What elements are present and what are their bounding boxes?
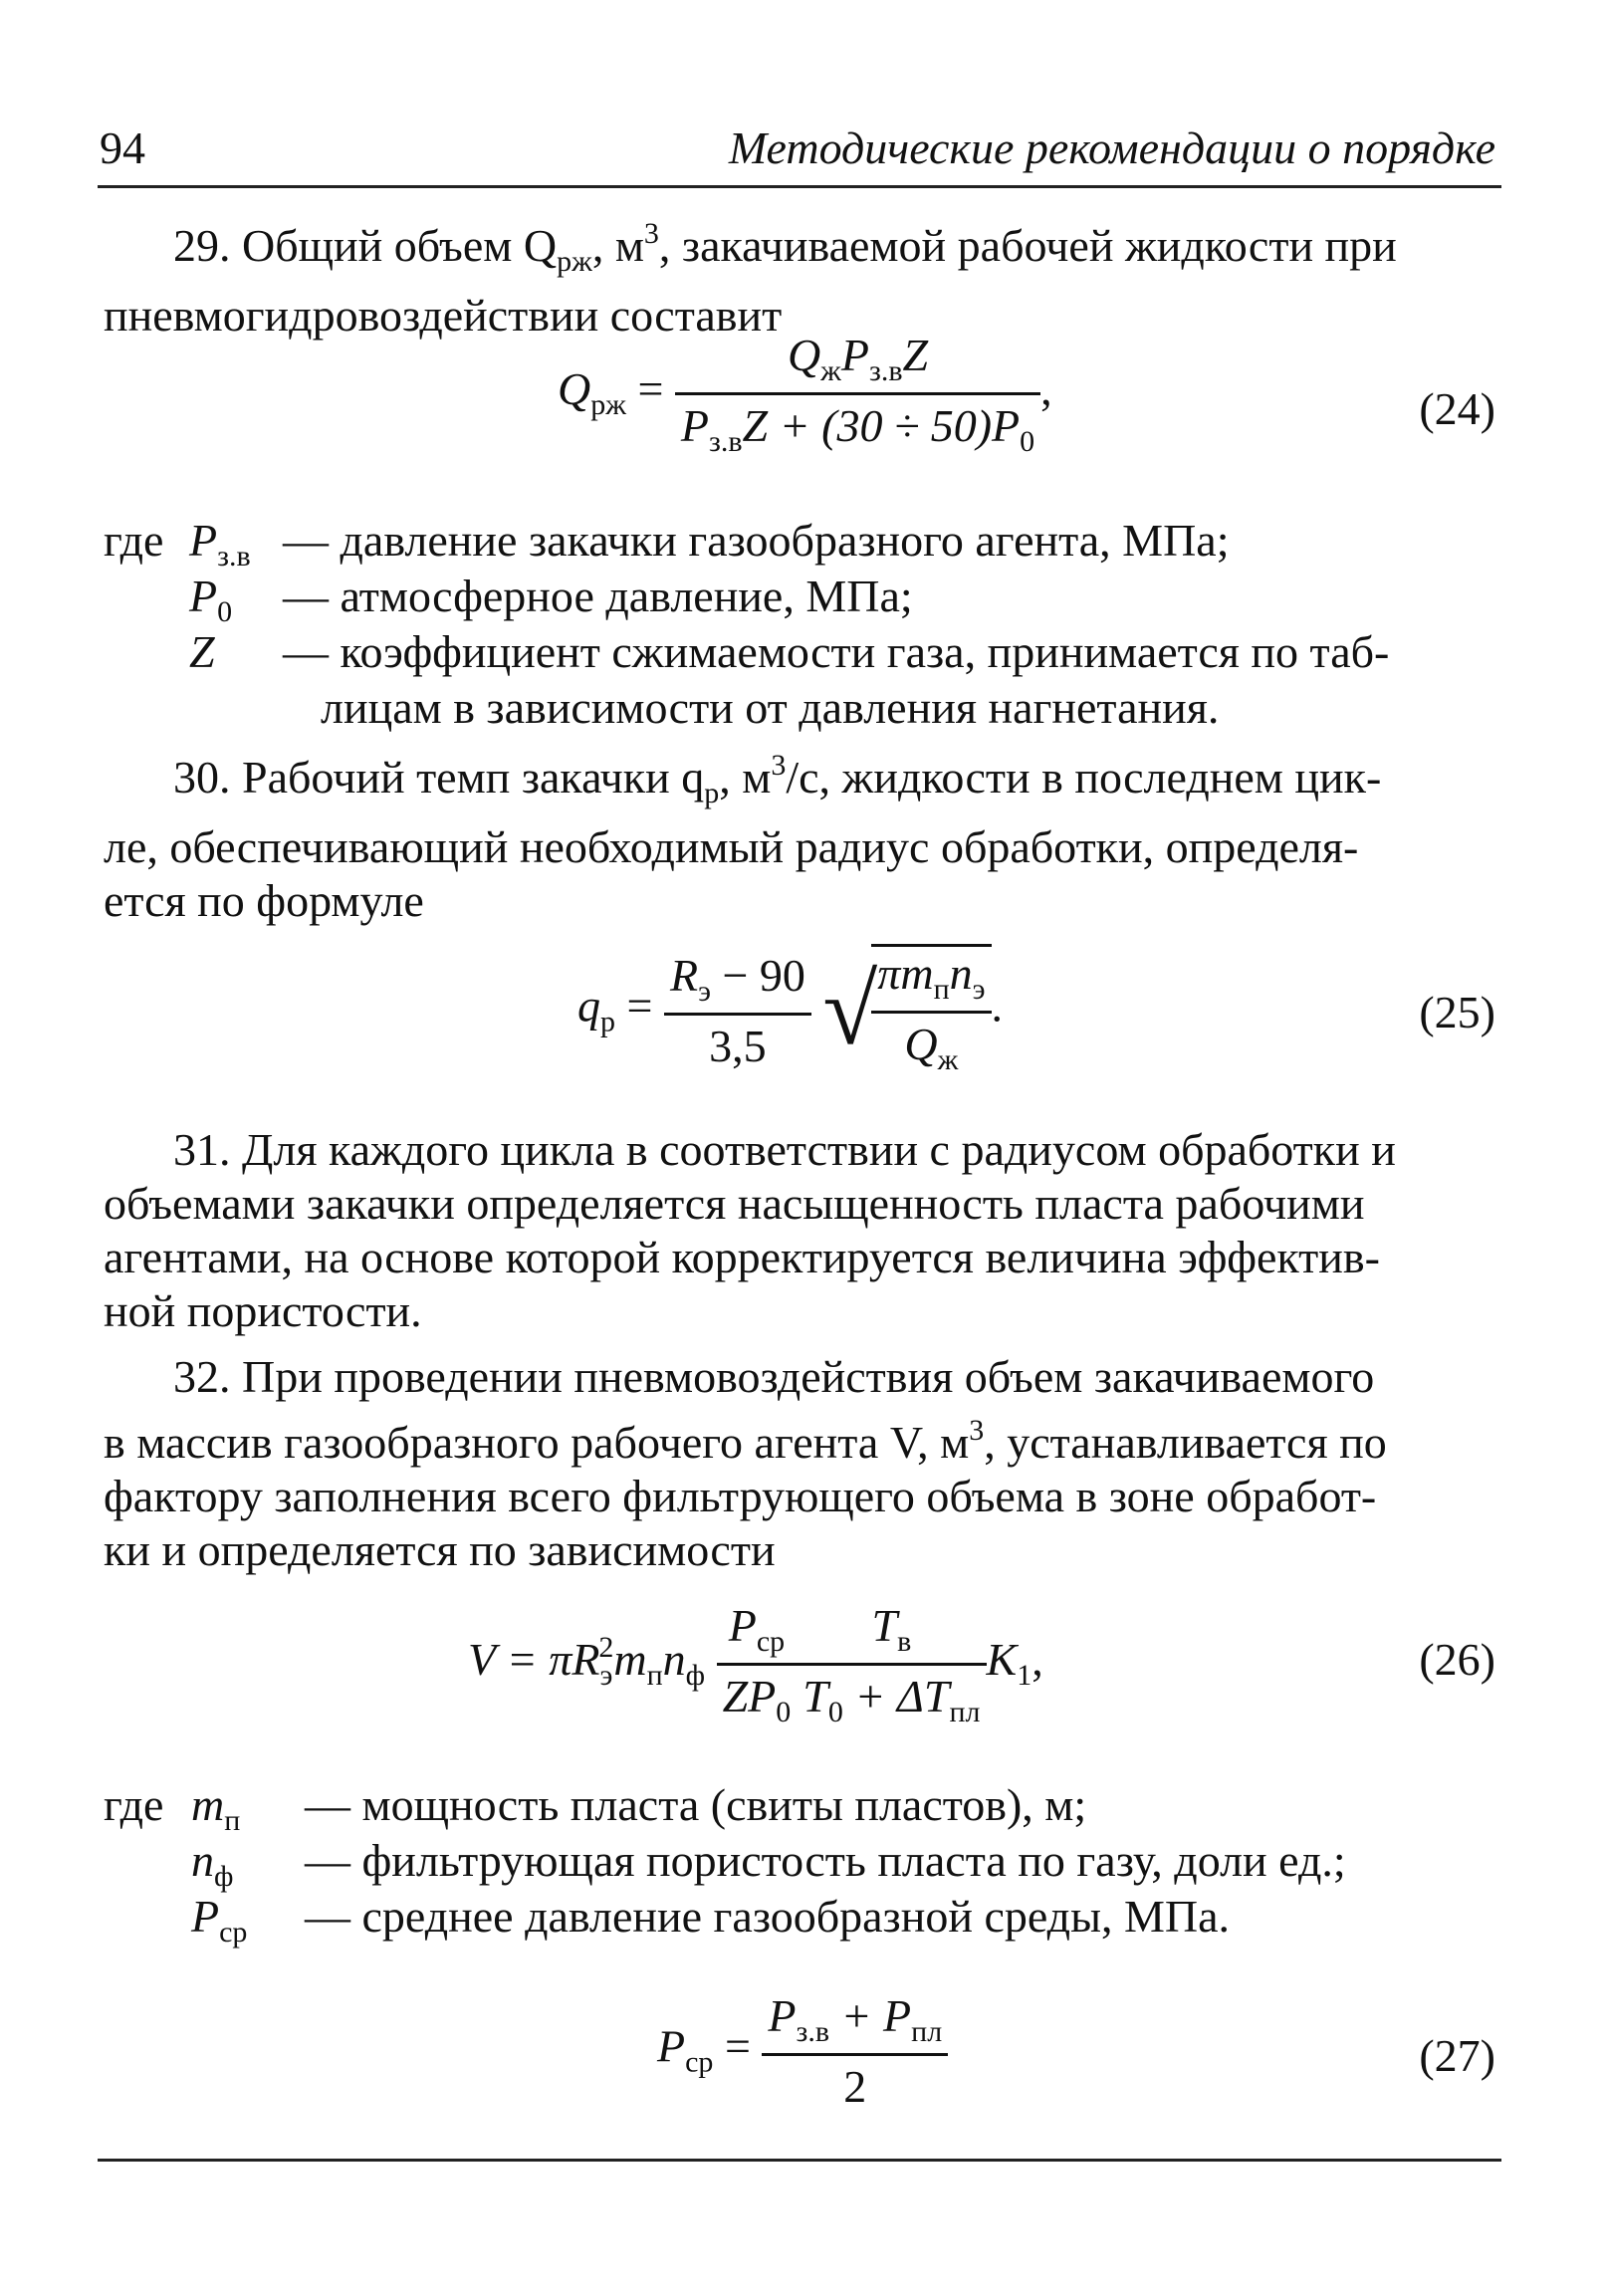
p29-sup: 3 (643, 217, 659, 250)
eq25-rad-sub1: п (933, 973, 950, 1006)
eq25-fraction (664, 949, 811, 1072)
eq26-f2-delta: + ΔT (842, 1671, 950, 1722)
defs1-text-1: — атмосферное давление, МПа; (283, 571, 913, 621)
p32-text-b: , устанавливается по (984, 1417, 1387, 1468)
eq24-comma: , (1040, 363, 1052, 415)
paragraph-31-line-2: объемами закачки определяется насыщенность пласта рабочими (104, 1178, 1365, 1229)
eq26-f1-zp: ZP (722, 1671, 777, 1722)
eq27-lhs: P (657, 2020, 686, 2072)
eq26-f2-t: T (871, 1600, 898, 1651)
eq26-m-sub: п (646, 1659, 663, 1693)
defs1-text-0: — давление закачки газообразного агента, МПа; (283, 515, 1230, 566)
eq25-denominator: 3,5 (709, 1021, 767, 1071)
eq26-f1-denominator (717, 1666, 798, 1729)
paragraph-29 (104, 207, 1499, 343)
paragraph-29-line-2: пневмогидровоздействии составит (104, 290, 783, 341)
defs2-sub-2: ср (219, 1916, 248, 1949)
eq26-f1-zp-sub: 0 (776, 1696, 792, 1728)
paragraph-31-line-1: 31. Для каждого цикла в соответствии с радиусом обработки и (173, 1124, 1396, 1175)
p29-text-a: 29. Общий объем Q (173, 220, 558, 271)
paragraph-32-line-3: фактору заполнения всего фильтрующего объема в зоне обработ- (104, 1471, 1377, 1521)
eq26-f1-p: P (728, 1600, 757, 1651)
p30-text-b: , м (719, 752, 772, 803)
eq24-den-sub: з.в (709, 425, 743, 458)
eq24-denominator (675, 395, 1040, 459)
equation-27-number: (27) (1419, 2030, 1495, 2081)
defs2-text-0: — мощность пласта (свиты пластов), м; (305, 1779, 1087, 1830)
paragraph-32-line-4: ки и определяется по зависимости (104, 1524, 776, 1575)
paragraph-30-line-1 (104, 739, 1499, 820)
eq26-m: m (613, 1634, 647, 1686)
equation-27 (657, 1989, 948, 2113)
eq25-rad-denominator (871, 1014, 991, 1077)
defs2-where: где (104, 1779, 164, 1830)
eq24-num-p: P (840, 330, 870, 380)
eq24-numerator (675, 329, 1040, 395)
defs2-sym-0: m (191, 1779, 225, 1830)
eq24-lhs: Q (558, 363, 591, 415)
paragraph-29-line-1 (104, 207, 1499, 289)
eq25-lhs-sub: р (600, 1005, 615, 1038)
eq26-f2-denominator (797, 1666, 986, 1729)
defs1-sym-0: P (189, 515, 218, 566)
eq26-k: K (986, 1634, 1018, 1686)
eq26-f2-t0-sub: 0 (827, 1696, 843, 1728)
eq24-num-z: Z (902, 330, 929, 380)
p32-sup: 3 (969, 1414, 985, 1447)
p29-sub: рж (557, 245, 592, 278)
eq27-num-sub1: з.в (796, 2015, 830, 2048)
p29-text-c: , закачиваемой рабочей жидкости при (658, 220, 1397, 271)
eq25-rad-sub2: э (972, 973, 986, 1006)
eq26-f1-numerator (717, 1599, 798, 1666)
eq27-equals: = (724, 2020, 751, 2072)
eq24-den-p: P (680, 400, 710, 451)
paragraph-30-line-2: ле, обеспечивающий необходимый радиус обработки, определя- (104, 821, 1359, 872)
defs1-text-2: — коэффициент сжимаемости газа, принимается по таб- (283, 626, 1390, 677)
eq27-denominator: 2 (843, 2061, 867, 2112)
paragraph-30-line-3: ется по формуле (104, 875, 424, 926)
eq24-lhs-sub: рж (590, 388, 626, 422)
eq27-num-p1: P (768, 1990, 797, 2041)
header-rule (98, 185, 1501, 188)
eq25-rad-numerator (871, 947, 991, 1014)
eq25-rad-pm: πm (877, 948, 934, 999)
paragraph-32 (104, 1350, 1499, 1577)
defs1-sub-1: 0 (217, 595, 233, 628)
p30-sub: р (704, 777, 720, 809)
eq25-num-r: R (669, 950, 699, 1001)
defs1-sym-1: P (189, 571, 218, 621)
eq25-equals: = (626, 980, 653, 1032)
eq26-f1-p-sub: ср (756, 1625, 786, 1658)
radical-sign: √ (822, 955, 878, 1065)
paragraph-31-line-4: ной пористости. (104, 1285, 422, 1336)
p32-text-a: в массив газообразного рабочего агента V, м (104, 1417, 970, 1468)
eq27-num-plus: + P (829, 1990, 912, 2041)
p30-sup: 3 (771, 749, 787, 782)
equation-26-number: (26) (1419, 1634, 1495, 1685)
defs2-text-2: — среднее давление газообразной среды, МПа. (305, 1891, 1231, 1942)
eq26-lhs-sub: э (599, 1659, 613, 1693)
eq25-num-sub: э (698, 975, 711, 1008)
equation-25 (577, 944, 1003, 1077)
eq26-n: n (662, 1634, 686, 1686)
defs1-symbol-z (189, 625, 215, 679)
eq26-lhs: V = πR (468, 1634, 600, 1686)
eq25-rad-q: Q (904, 1019, 938, 1069)
eq27-num-sub2: пл (911, 2015, 943, 2048)
p30-text-a: 30. Рабочий темп закачки q (173, 752, 705, 803)
eq26-fraction-2 (797, 1599, 986, 1729)
eq24-equals: = (637, 363, 664, 415)
defs1-sym-2: Z (189, 626, 215, 677)
paragraph-31-line-3: агентами, на основе которой корректируется величина эффектив- (104, 1232, 1380, 1282)
paragraph-31 (104, 1123, 1499, 1338)
paragraph-32-line-1: 32. При проведении пневмовоздействия объем закачиваемого (173, 1351, 1375, 1402)
eq26-comma: , (1032, 1634, 1043, 1686)
eq25-period: . (991, 980, 1004, 1032)
eq25-radicand (871, 944, 991, 1077)
eq24-fraction (675, 329, 1040, 459)
defs2-text-1: — фильтрующая пористость пласта по газу, доли ед.; (305, 1835, 1346, 1886)
equation-24 (558, 329, 1052, 459)
defs2-symbol-p (191, 1890, 247, 1959)
paragraph-32-line-2 (104, 1404, 1499, 1470)
equation-25-number: (25) (1419, 987, 1495, 1037)
eq24-den-sub0: 0 (1020, 425, 1035, 458)
eq24-num-sub1: ж (820, 354, 841, 387)
eq27-fraction (762, 1989, 948, 2113)
defs1-where: где (104, 515, 164, 566)
eq25-lhs: q (577, 980, 600, 1032)
defs2-sym-1: n (191, 1835, 214, 1886)
eq26-fraction-1 (717, 1599, 798, 1729)
eq26-k-sub: 1 (1017, 1659, 1032, 1693)
eq26-f2-t0: T (802, 1671, 828, 1722)
footer-rule (98, 2159, 1501, 2162)
p29-text-b: , м (591, 220, 644, 271)
eq25-rad-q-sub: ж (937, 1043, 959, 1076)
defs2-sub-1: ф (214, 1860, 234, 1893)
defs2-sym-2: P (191, 1891, 220, 1942)
defs1-text-3: лицам в зависимости от давления нагнетания. (321, 682, 1220, 733)
equation-26 (468, 1599, 1043, 1729)
eq25-numerator (664, 949, 811, 1016)
eq26-f2-t-sub: в (897, 1625, 912, 1658)
eq26-f2-delta-sub: пл (949, 1696, 981, 1728)
eq27-numerator (762, 1989, 948, 2056)
eq24-num-q: Q (787, 330, 821, 380)
eq26-lhs-sup: 2 (598, 1631, 614, 1665)
eq25-num-rest: − 90 (710, 950, 805, 1001)
eq26-f2-numerator (797, 1599, 986, 1666)
eq24-num-sub2: з.в (869, 354, 903, 387)
page-number: 94 (100, 122, 145, 173)
eq24-den-rest: Z + (30 ÷ 50)P (742, 400, 1021, 451)
running-title: Методические рекомендации о порядке (728, 122, 1495, 173)
eq25-rad-n: n (949, 948, 973, 999)
eq27-lhs-sub: ср (685, 2045, 714, 2079)
eq26-n-sub: ф (685, 1659, 706, 1693)
equation-24-number: (24) (1419, 383, 1495, 434)
defs2-sub-0: п (224, 1804, 241, 1837)
p30-text-c: /с, жидкости в последнем цик- (786, 752, 1382, 803)
paragraph-30 (104, 739, 1499, 928)
defs1-sub-0: з.в (217, 540, 251, 573)
